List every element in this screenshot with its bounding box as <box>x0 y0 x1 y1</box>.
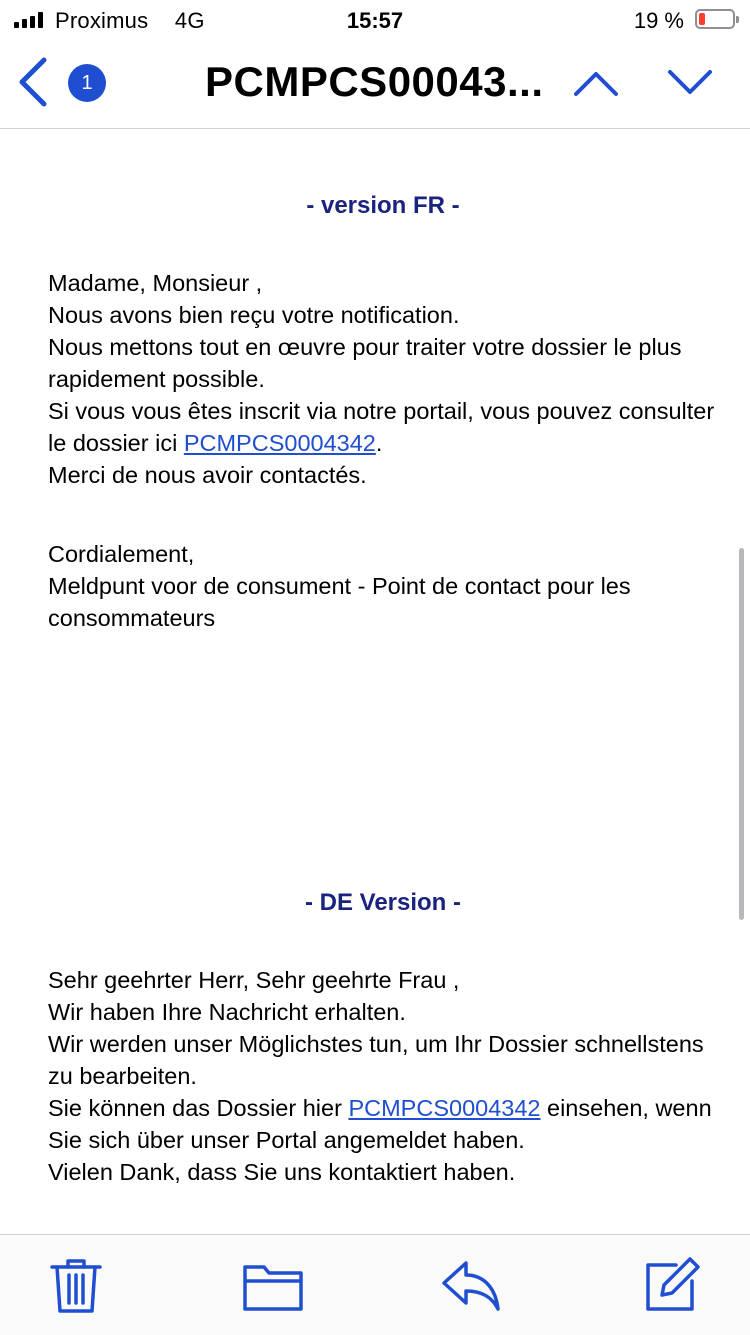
fr-line-2: Nous mettons tout en œuvre pour traiter votre dossier le plus rapidement possible. <box>48 334 682 392</box>
compose-icon <box>642 1255 702 1315</box>
nav-bar <box>0 40 750 129</box>
chevron-up-icon <box>572 66 620 100</box>
previous-message-button[interactable] <box>572 66 620 100</box>
battery-percent: 19 % <box>633 8 684 33</box>
reply-icon <box>440 1255 502 1315</box>
fr-line-3-text: Si vous vous êtes inscrit via notre portail, vous pouvez consulter le dossier ici <box>48 398 715 456</box>
fr-line-3 <box>48 395 718 459</box>
fr-line-4: Merci de nous avoir contactés. <box>48 462 367 488</box>
status-bar <box>0 0 750 40</box>
status-time: 15:57 <box>346 8 404 33</box>
fr-line-1: Nous avons bien reçu votre notification. <box>48 302 460 328</box>
de-line-4: Vielen Dank, dass Sie uns kontaktiert haben. <box>48 1159 516 1185</box>
de-line-3-text: Sie können das Dossier hier <box>48 1095 349 1121</box>
back-button[interactable] <box>14 54 54 110</box>
carrier-name: Proximus <box>55 8 149 33</box>
battery-icon <box>695 9 735 29</box>
de-version-heading: - DE Version - <box>304 889 462 916</box>
next-message-button[interactable] <box>666 66 714 100</box>
trash-button[interactable] <box>46 1255 106 1315</box>
fr-dossier-link[interactable]: PCMPCS0004342 <box>183 430 376 456</box>
scroll-indicator[interactable] <box>739 548 744 920</box>
trash-icon <box>46 1255 106 1315</box>
chevron-left-icon <box>14 54 54 110</box>
de-line-1: Wir haben Ihre Nachricht erhalten. <box>48 999 406 1025</box>
email-body[interactable] <box>48 130 718 1233</box>
de-line-2: Wir werden unser Möglichstes tun, um Ihr Dossier schnellstens zu bearbeiten. <box>48 1031 704 1089</box>
move-to-folder-button[interactable] <box>242 1255 302 1315</box>
de-line-3-end: einsehen, wenn Sie sich über unser Portal angemeldet haben. <box>48 1095 712 1153</box>
fr-closing: Cordialement, <box>48 541 195 567</box>
battery-fill <box>699 13 705 25</box>
unread-count-badge[interactable]: 1 <box>68 64 106 102</box>
de-dossier-link[interactable]: PCMPCS0004342 <box>348 1095 541 1121</box>
fr-line-3-end: . <box>375 430 383 456</box>
message-title: PCMPCS00043... <box>205 58 544 105</box>
de-line-3 <box>48 1092 718 1156</box>
fr-signature: Meldpunt voor de consument - Point de contact pour les consommateurs <box>48 573 631 631</box>
compose-button[interactable] <box>642 1255 702 1315</box>
reply-button[interactable] <box>440 1255 500 1315</box>
fr-greeting: Madame, Monsieur , <box>48 270 263 296</box>
chevron-down-icon <box>666 66 714 100</box>
fr-version-heading: - version FR - <box>306 192 460 219</box>
folder-icon <box>242 1255 304 1315</box>
de-greeting: Sehr geehrter Herr, Sehr geehrte Frau , <box>48 967 460 993</box>
network-type: 4G <box>174 8 205 33</box>
bottom-toolbar <box>0 1234 750 1335</box>
